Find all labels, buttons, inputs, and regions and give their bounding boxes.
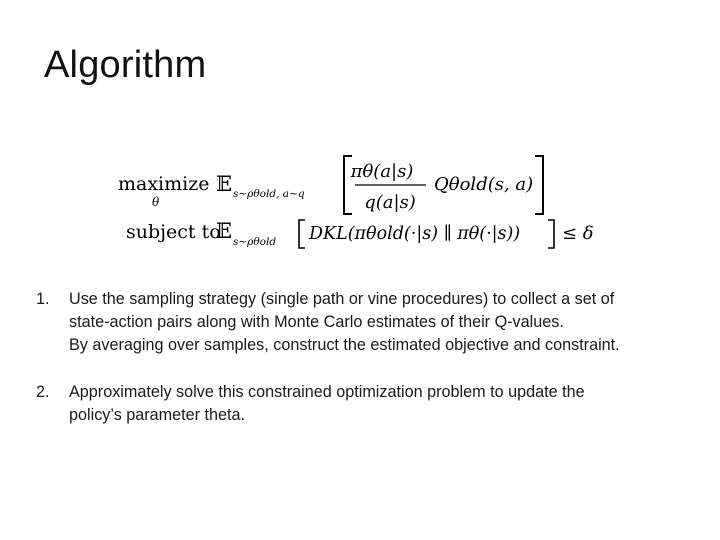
constraint-expectation-symbol: 𝔼: [216, 219, 233, 243]
ratio-denominator: q(a|s): [364, 192, 416, 213]
constraint-left-bracket: [299, 220, 305, 248]
step-text-line: state-action pairs along with Monte Carlo estimates of their Q-values.: [69, 313, 564, 331]
optimization-variable: θ: [152, 195, 160, 209]
step-text-line: By averaging over samples, construct the estimated objective and constraint.: [69, 336, 620, 354]
step-text-line: policy’s parameter theta.: [69, 406, 246, 424]
q-function: Qθold(s, a): [434, 174, 534, 195]
objective-keyword: maximize: [118, 173, 210, 195]
slide-title: Algorithm: [44, 44, 207, 86]
step-number: 1.: [36, 290, 50, 308]
objective-right-bracket: [535, 156, 543, 214]
step-2: [36, 381, 706, 427]
step-1: [36, 288, 706, 357]
expectation-symbol: 𝔼: [216, 172, 233, 196]
kl-divergence-term: DKL(πθold(·|s) ∥ πθ(·|s)): [309, 224, 521, 244]
step-text-line: Approximately solve this constrained optimization problem to update the: [69, 383, 585, 401]
ratio-numerator: πθ(a|s): [350, 161, 414, 182]
step-text-line: Use the sampling strategy (single path or vine procedures) to collect a set of: [69, 290, 615, 308]
constraint-right-bracket: [548, 220, 554, 248]
step-number: 2.: [36, 383, 50, 401]
algorithm-steps: [36, 288, 706, 427]
objective-expectation-subscript: s∼ρθold, a∼q: [233, 188, 305, 200]
constraint-expectation-subscript: s∼ρθold: [233, 236, 277, 248]
formula-graphic: [112, 148, 612, 258]
constraint-keyword: subject to: [126, 221, 221, 243]
constraint-inequality: ≤ δ: [562, 223, 594, 244]
trpo-optimization-formula: [112, 148, 612, 258]
